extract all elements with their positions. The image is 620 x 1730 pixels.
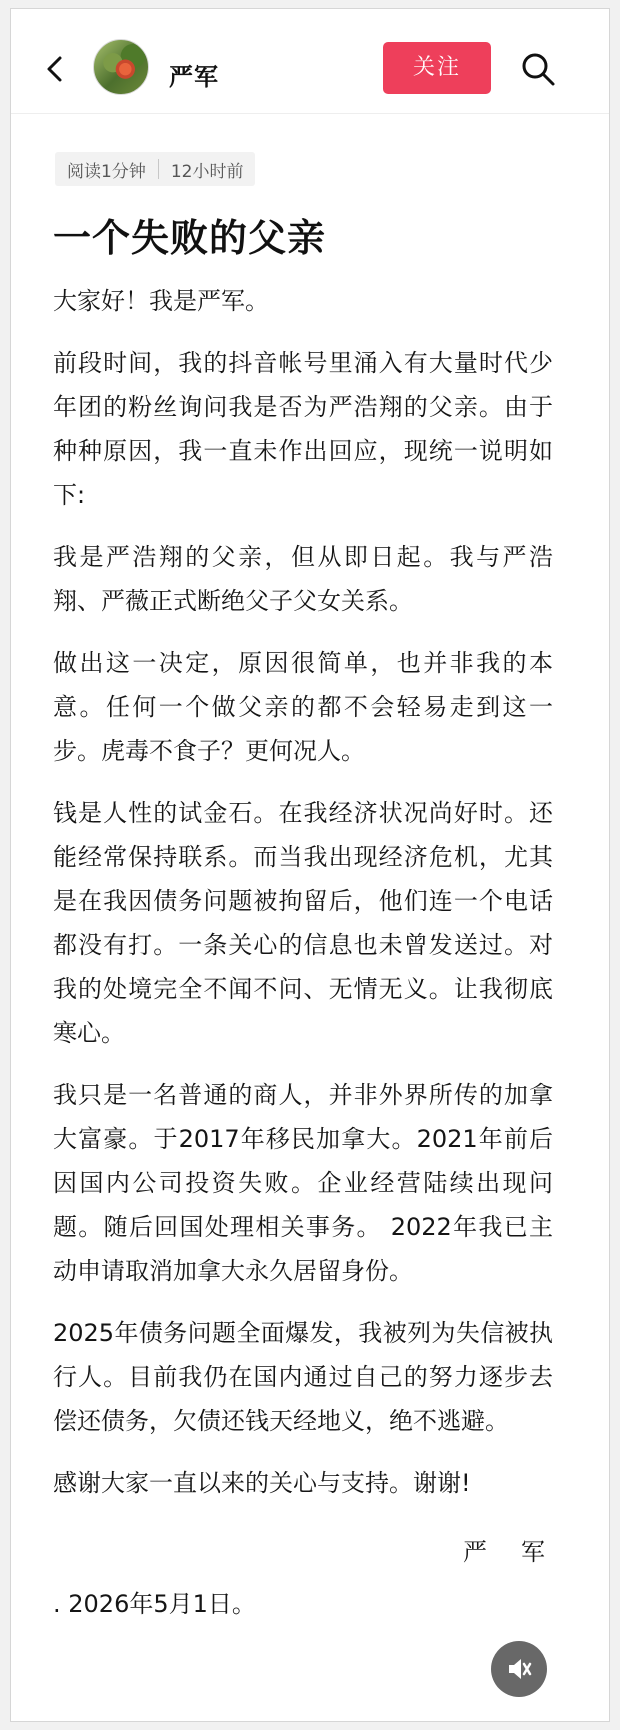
top-bar [11, 9, 609, 114]
author-name[interactable]: 严军 [169, 63, 219, 91]
article-title: 一个失败的父亲 [53, 216, 327, 260]
signature-name: 严军 [463, 1538, 579, 1566]
author-avatar[interactable] [93, 39, 149, 95]
paragraph-intro: 前段时间，我的抖音帐号里涌入有大量时代少年团的粉丝询问我是否为严浩翔的父亲。由于种种原因，我一直未作出回应，现统一说明如下: [53, 349, 553, 509]
follow-button[interactable]: 关注 [383, 42, 491, 94]
article-page [10, 8, 610, 1722]
sound-toggle-button[interactable] [491, 1641, 547, 1697]
back-arrow-icon[interactable] [43, 54, 67, 84]
paragraph-background: 我只是一名普通的商人，并非外界所传的加拿大富豪。于2017年移民加拿大。2021年前后因国内公司投资失败。企业经营陆续出现问题。随后回国处理相关事务。 2022年我已主动申请取消加拿大永久居留身份。 [53, 1081, 553, 1285]
paragraph-statement: 我是严浩翔的父亲，但从即日起。我与严浩翔、严薇正式断绝父子父女关系。 [53, 543, 553, 615]
paragraph-reason: 做出这一决定，原因很简单，也并非我的本意。任何一个做父亲的都不会轻易走到这一步。虎毒不食子？更何况人。 [53, 649, 553, 765]
search-icon[interactable] [518, 49, 558, 89]
article-meta [55, 152, 255, 186]
muted-speaker-icon [503, 1653, 535, 1685]
paragraph-thanks: 感谢大家一直以来的关心与支持。谢谢! [53, 1469, 471, 1497]
article-body [53, 279, 553, 1523]
published-time: 12小时前 [170, 161, 244, 182]
paragraph-greeting: 大家好！我是严军。 [53, 287, 269, 315]
meta-divider [158, 159, 159, 179]
read-time: 阅读1分钟 [67, 161, 146, 182]
paragraph-debt: 2025年债务问题全面爆发，我被列为失信被执行人。目前我仍在国内通过自己的努力逐步去偿还债务，欠债还钱天经地义，绝不逃避。 [53, 1319, 553, 1435]
signature-date: . 2026年5月1日。 [53, 1590, 256, 1618]
paragraph-money: 钱是人性的试金石。在我经济状况尚好时。还能经常保持联系。而当我出现经济危机，尤其是在我因债务问题被拘留后，他们连一个电话都没有打。一条关心的信息也未曾发送过。对我的处境完全不闻不问、无情无义。让我彻底寒心。 [53, 799, 553, 1047]
